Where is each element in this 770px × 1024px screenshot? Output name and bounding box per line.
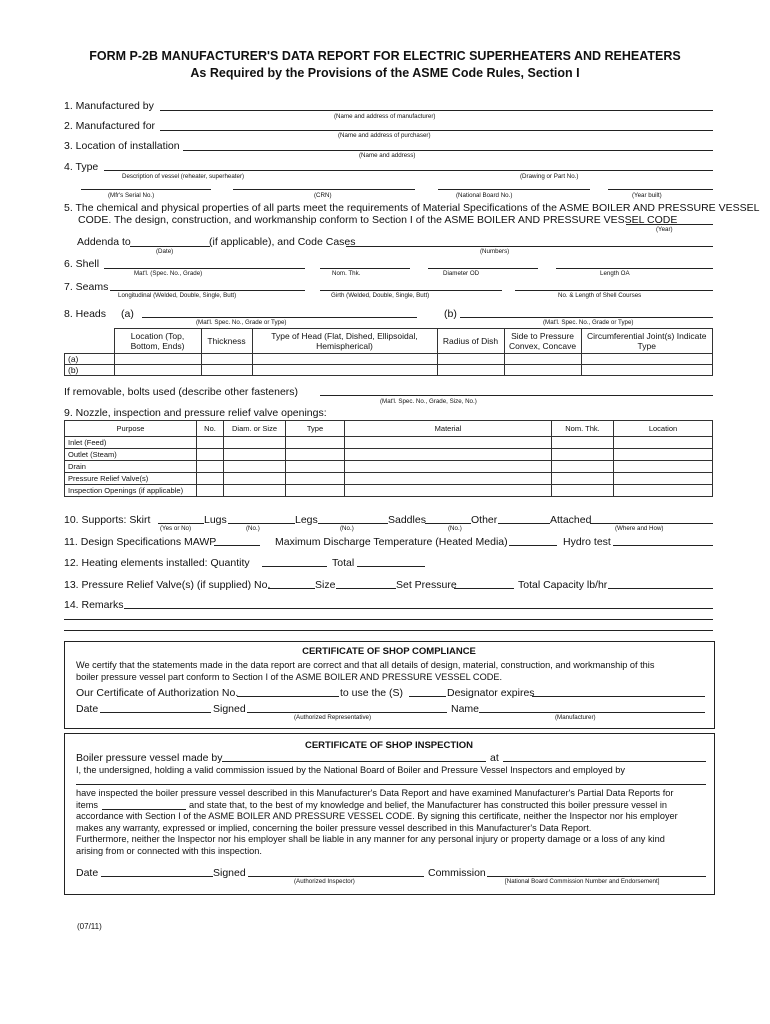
nozzle-row-purpose: Pressure Relief Valve(s): [65, 473, 197, 485]
remarks-field-3[interactable]: [64, 630, 713, 631]
inspection-line-2: and state that, to the best of my knowledge and belief, the Manufacturer has constructed this boiler pressure vessel in: [189, 800, 668, 810]
heads-b-label: (b): [444, 308, 457, 320]
heads-col-thickness: Thickness: [201, 329, 252, 354]
numbers-hint: (Numbers): [480, 248, 510, 255]
heads-row-a: [65, 354, 713, 365]
hydro-test-field[interactable]: [613, 545, 713, 546]
nozzle-row: [65, 461, 713, 473]
seams-girth-field[interactable]: [320, 290, 502, 291]
code-cases-field[interactable]: [346, 246, 713, 247]
quantity-field[interactable]: [262, 566, 327, 567]
set-pressure-label: Set Pressure: [396, 579, 457, 591]
addenda-date-field[interactable]: [130, 246, 210, 247]
nozzle-row: [65, 449, 713, 461]
items-field[interactable]: [102, 809, 186, 810]
legs-field[interactable]: [318, 523, 388, 524]
rep-hint: (Authorized Representative): [294, 714, 372, 721]
shop-compliance-title: CERTIFICATE OF SHOP COMPLIANCE: [302, 646, 476, 657]
total-field[interactable]: [357, 566, 425, 567]
manufactured-for-field[interactable]: [160, 130, 713, 131]
manufactured-by-label: 1. Manufactured by: [64, 100, 154, 112]
heads-col-type: Type of Head (Flat, Dished, Ellipsoidal, Hemispherical): [252, 329, 437, 354]
addenda-date-hint: (Date): [156, 248, 174, 255]
compliance-signed-label: Signed: [213, 703, 246, 715]
discharge-temp-field[interactable]: [509, 545, 557, 546]
nb-commission-hint: [National Board Commission Number and Endorsement]: [505, 878, 660, 885]
compliance-signature-field[interactable]: [247, 712, 447, 713]
shop-inspection-title: CERTIFICATE OF SHOP INSPECTION: [304, 740, 474, 751]
location-hint: (Name and address): [359, 152, 416, 159]
heating-elements-label: 12. Heating elements installed: Quantity: [64, 557, 250, 569]
attached-label: Attached: [550, 514, 592, 526]
heads-table: [64, 328, 713, 376]
at-label: at: [490, 752, 499, 764]
nozzle-col-type: Type: [286, 421, 345, 437]
lugs-hint: (No.): [246, 525, 260, 532]
shell-diameter-field[interactable]: [428, 268, 538, 269]
heads-a-hint: (Mat'l. Spec. No., Grade or Type): [196, 319, 287, 326]
nozzle-col-purpose: Purpose: [65, 421, 197, 437]
nozzle-row: [65, 437, 713, 449]
made-by-label: Boiler pressure vessel made by: [76, 752, 223, 764]
saddles-field[interactable]: [425, 523, 471, 524]
item5-line2: CODE. The design, construction, and workmanship conform to Section I of the ASME BOILER AND PRESSURE VESSEL CODE: [78, 214, 678, 226]
use-s-field[interactable]: [409, 696, 446, 697]
code-year-hint: (Year): [656, 226, 673, 233]
remarks-label: 14. Remarks: [64, 599, 124, 611]
form-subtitle: As Required by the Provisions of the ASME Code Rules, Section I: [190, 66, 580, 80]
saddles-label: Saddles: [388, 514, 426, 526]
compliance-name-field[interactable]: [479, 712, 705, 713]
item5-line1: 5. The chemical and physical properties of all parts meet the requirements of Material Specifications of the ASME BOILER AND PRESSURE VESSEL: [64, 202, 760, 214]
inspection-line-1: have inspected the boiler pressure vessel described in this Manufacturer's Data Report and have examined Manufacturer's Partial Data Reports for: [76, 788, 674, 798]
inspector-signature-field[interactable]: [248, 876, 424, 877]
inspection-line-6: arising from or connected with this inspection.: [76, 846, 262, 856]
year-built-field[interactable]: [608, 189, 713, 190]
other-field[interactable]: [498, 523, 550, 524]
commission-label: Commission: [428, 867, 486, 879]
shell-diameter-hint: Diameter OD: [443, 270, 480, 277]
saddles-hint: (No.): [448, 525, 462, 532]
national-board-field[interactable]: [438, 189, 590, 190]
heads-row-a-label: (a): [65, 354, 115, 365]
heads-a-field[interactable]: [142, 317, 417, 318]
shell-courses-field[interactable]: [515, 290, 713, 291]
nozzle-col-material: Material: [345, 421, 552, 437]
shell-length-hint: Length OA: [600, 270, 630, 277]
relief-no-field[interactable]: [268, 588, 315, 589]
remarks-field-1[interactable]: [124, 608, 713, 609]
set-pressure-field[interactable]: [454, 588, 514, 589]
shell-courses-hint: No. & Length of Shell Courses: [558, 292, 642, 299]
made-by-field[interactable]: [222, 761, 486, 762]
designator-expires-label: Designator expires: [447, 687, 535, 699]
made-at-field[interactable]: [503, 761, 706, 762]
nozzle-row: [65, 473, 713, 485]
seams-long-hint: Longitudinal (Welded, Double, Single, Butt): [118, 292, 237, 299]
lugs-field[interactable]: [228, 523, 295, 524]
legs-hint: (No.): [340, 525, 354, 532]
seams-long-field[interactable]: [110, 290, 305, 291]
nozzle-label: 9. Nozzle, inspection and pressure relief valve openings:: [64, 407, 327, 419]
nozzle-row-purpose: Outlet (Steam): [65, 449, 197, 461]
mawp-field[interactable]: [214, 545, 260, 546]
heads-col-radius: Radius of Dish: [437, 329, 504, 354]
seams-label: 7. Seams: [64, 281, 109, 293]
relief-size-field[interactable]: [336, 588, 396, 589]
shell-label: 6. Shell: [64, 258, 100, 270]
type-label: 4. Type: [64, 161, 99, 173]
crn-hint: (CRN): [314, 192, 332, 199]
skirt-hint: (Yes or No): [160, 525, 192, 532]
bolts-field[interactable]: [320, 395, 713, 396]
size-label: Size: [315, 579, 336, 591]
bolts-label: If removable, bolts used (describe other fasteners): [64, 386, 299, 398]
compliance-date-label: Date: [76, 703, 99, 715]
shell-material-hint: Mat'l. (Spec. No., Grade): [134, 270, 203, 277]
addenda-label: Addenda to: [77, 236, 131, 248]
inspection-para-1: I, the undersigned, holding a valid commission issued by the National Board of Boiler and Pressure Vessel Inspectors and employed by: [76, 765, 626, 775]
location-label: 3. Location of installation: [64, 140, 180, 152]
location-field[interactable]: [183, 150, 713, 151]
employer-field[interactable]: [76, 784, 706, 785]
mawp-label: 11. Design Specifications MAWP: [64, 536, 217, 548]
inspector-hint: (Authorized Inspector): [294, 878, 355, 885]
manufacturer-hint: (Manufacturer): [555, 714, 596, 721]
shell-material-field[interactable]: [104, 268, 305, 269]
supports-label: 10. Supports: Skirt: [64, 514, 151, 526]
code-year-field[interactable]: [626, 224, 713, 225]
attached-field[interactable]: [590, 523, 713, 524]
nozzle-col-location: Location: [614, 421, 713, 437]
heads-row-b-label: (b): [65, 365, 115, 376]
remarks-field-2[interactable]: [64, 619, 713, 620]
serial-field[interactable]: [81, 189, 211, 190]
type-desc-hint: Description of vessel (reheater, superheater): [122, 173, 245, 180]
nozzle-table: [64, 420, 713, 497]
relief-valve-label: 13. Pressure Relief Valve(s) (if supplied) No.: [64, 579, 271, 591]
form-title: FORM P-2B MANUFACTURER'S DATA REPORT FOR ELECTRIC SUPERHEATERS AND REHEATERS: [89, 49, 681, 63]
manufactured-by-field[interactable]: [160, 110, 713, 111]
code-cases-label: (if applicable), and Code Cases: [209, 236, 356, 248]
nozzle-col-thk: Nom. Thk.: [552, 421, 614, 437]
nozzle-col-no: No.: [197, 421, 224, 437]
inspection-date-field[interactable]: [101, 876, 213, 877]
inspection-signed-label: Signed: [213, 867, 246, 879]
heads-b-hint: (Mat'l. Spec. No., Grade or Type): [543, 319, 634, 326]
inspection-date-label: Date: [76, 867, 99, 879]
authorization-label: Our Certificate of Authorization No.: [76, 687, 239, 699]
nozzle-row-purpose: Drain: [65, 461, 197, 473]
capacity-field[interactable]: [608, 588, 713, 589]
shell-thk-field[interactable]: [320, 268, 410, 269]
form-revision: (07/11): [77, 922, 102, 931]
lugs-label: Lugs: [204, 514, 227, 526]
designator-expires-field[interactable]: [532, 696, 705, 697]
manufactured-for-label: 2. Manufactured for: [64, 120, 156, 132]
nb-hint: (National Board No.): [456, 192, 513, 199]
nozzle-row-purpose: Inspection Openings (if applicable): [65, 485, 197, 497]
manufactured-for-hint: (Name and address of purchaser): [338, 132, 431, 139]
heads-label: 8. Heads: [64, 308, 107, 320]
shell-thk-hint: Nom. Thk.: [332, 270, 361, 277]
manufactured-by-hint: (Name and address of manufacturer): [334, 113, 436, 120]
inspection-line-5: Furthermore, neither the Inspector nor his employer shall be liable in any manner for any personal injury or property damage or a loss of any kind: [76, 834, 665, 844]
compliance-date-field[interactable]: [100, 712, 211, 713]
serial-hint: (Mfr's Serial No.): [108, 192, 155, 199]
compliance-name-label: Name: [451, 703, 480, 715]
bolts-hint: (Mat'l. Spec. No., Grade, Size, No.): [380, 398, 477, 405]
use-s-label: to use the (S): [340, 687, 404, 699]
attached-hint: (Where and How): [615, 525, 664, 532]
shell-length-field[interactable]: [556, 268, 713, 269]
heads-row-b: [65, 365, 713, 376]
legs-label: Legs: [295, 514, 318, 526]
nozzle-col-diam: Diam. or Size: [224, 421, 286, 437]
heads-col-side: Side to Pressure Convex, Concave: [504, 329, 581, 354]
commission-field[interactable]: [487, 876, 706, 877]
total-label: Total: [332, 557, 355, 569]
capacity-label: Total Capacity lb/hr: [518, 579, 608, 591]
nozzle-row: [65, 485, 713, 497]
skirt-field[interactable]: [158, 523, 204, 524]
other-label: Other: [471, 514, 498, 526]
nozzle-row-purpose: Inlet (Feed): [65, 437, 197, 449]
seams-girth-hint: Girth (Welded, Double, Single, Butt): [331, 292, 430, 299]
authorization-no-field[interactable]: [237, 696, 339, 697]
inspection-items-label: items: [76, 800, 98, 810]
compliance-para-1: We certify that the statements made in the data report are correct and that all details of design, material, construction, and workmanship of this: [76, 660, 655, 670]
inspection-line-3: accordance with Section I of the ASME BOILER AND PRESSURE VESSEL CODE. By signing this certificate, neither the Inspector nor his employer: [76, 811, 678, 821]
heads-b-field[interactable]: [460, 317, 713, 318]
year-built-hint: (Year built): [632, 192, 662, 199]
hydro-test-label: Hydro test: [563, 536, 611, 548]
heads-col-joint: Circumferential Joint(s) Indicate Type: [581, 329, 713, 354]
type-field[interactable]: [104, 170, 713, 171]
inspection-line-4: makes any warranty, expressed or implied, concerning the boiler pressure vessel described in this Manufacturer's Data Report.: [76, 823, 592, 833]
heads-col-location: Location (Top, Bottom, Ends): [114, 329, 201, 354]
drawing-hint: (Drawing or Part No.): [520, 173, 579, 180]
compliance-para-2: boiler pressure vessel part conform to Section I of the ASME BOILER AND PRESSURE VESSEL CODE.: [76, 672, 503, 682]
discharge-temp-label: Maximum Discharge Temperature (Heated Media): [275, 536, 508, 548]
crn-field[interactable]: [233, 189, 415, 190]
heads-a-label: (a): [121, 308, 134, 320]
